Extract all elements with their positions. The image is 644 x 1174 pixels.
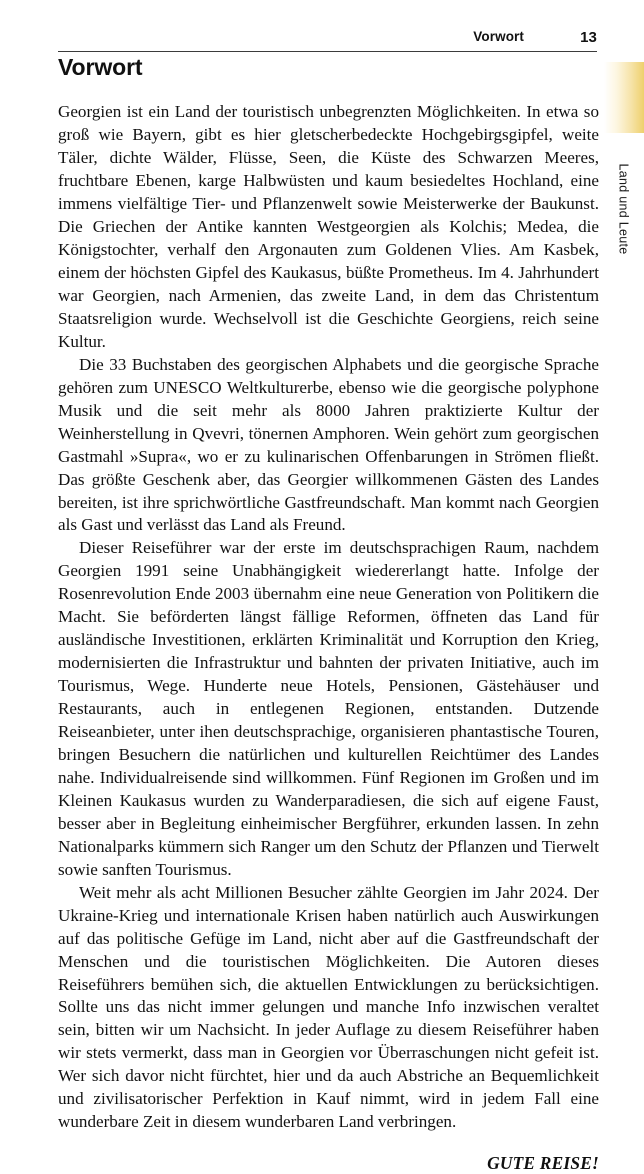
paragraph: Georgien ist ein Land der touristisch unbegrenzten Möglichkeiten. In etwa so groß wie Bayern, gibt es hier gletscherbedeckte Hochgebirgsgipfel, weite Täler, dichte Wälder, Flüsse, Seen, die Küste des Schwarzen Meeres, fruchtbare Ebenen, karge Halbwüsten und kaum besiedeltes Hochland, eine immens vielfältige Tier- und Pflanzenwelt sowie Meisterwerke der Baukunst. Die Griechen der Antike kannten Westgeorgien als Kolchis; Medea, die Königstochter, verhalf den Argonauten zum Goldenen Vlies. Am Kasbek, einem der höchsten Gipfel des Kaukasus, büßte Prometheus. Im 4. Jahrhundert war Georgien, nach Armenien, das zweite Land, in dem das Christentum Staatsreligion wurde. Wechselvoll ist die Geschichte Georgiens, reich seine Kultur. [58, 102, 599, 351]
paragraph: Die 33 Buchstaben des georgischen Alphabets und die georgische Sprache gehören zum UNESCO Weltkulturerbe, ebenso wie die georgische polyphone Musik und die seit mehr als 8000 Jahren praktizierte Kultur der Weinherstellung in Qvevri, tönernen Amphoren. Wein gehört zum georgischen Gastmahl »Supra«, wo er zu kulinarischen Offenbarungen in Strömen fließt. Das größte Geschenk aber, das Georgier willkommenen Gästen des Landes bereiten, ist ihre sprichwörtliche Gastfreundschaft. Man kommt nach Georgien als Gast und verlässt das Land als Freund. [58, 354, 599, 535]
thumb-tab-color-swatch [604, 62, 644, 133]
page-number: 13 [580, 29, 597, 46]
body-copy [58, 101, 599, 1134]
thumb-tab-label-wrapper [604, 144, 644, 290]
thumb-tab-label: Land und Leute [617, 163, 631, 255]
page-title: Vorwort [58, 54, 143, 80]
chapter-thumb-tab [604, 62, 644, 290]
running-header [58, 29, 597, 51]
running-header-chapter-title: Vorwort [473, 29, 524, 44]
closing-salutation: GUTE REISE! [487, 1153, 599, 1174]
header-rule-divider [58, 51, 597, 52]
paragraph: Dieser Reiseführer war der erste im deutschsprachigen Raum, nachdem Georgien 1991 seine Unabhängigkeit wiedererlangt hatte. Infolge der Rosenrevolution Ende 2003 übernahm eine neue Generation von Politikern die Macht. Sie beförderten längst fällige Reformen, öffneten das Land für ausländische Investitionen, erklärten Kriminalität und Korruption den Krieg, modernisierten die Infrastruktur und bahnten der privaten Initiative, auch im Tourismus, Wege. Hunderte neue Hotels, Pensionen, Gästehäuser und Restaurants, auch in entlegenen Regionen, entstanden. Dutzende Reiseanbieter, unter ihen deutschsprachige, organisieren phantastische Touren, bringen Besuchern die natürlichen und kulturellen Reichtümer des Landes nahe. Individualreisende sind willkommen. Fünf Regionen im Großen und im Kleinen Kaukasus wurden zu Wanderparadiesen, die sich auf eigene Faust, besser aber in Begleitung einheimischer Bergführer, erkunden lassen. In zehn Nationalparks kümmern sich Ranger um den Schutz der Pflanzen und Tierwelt sowie sanften Tourismus. [58, 538, 599, 879]
paragraph: Weit mehr als acht Millionen Besucher zählte Georgien im Jahr 2024. Der Ukraine-Krieg und internationale Krisen haben natürlich auch Auswirkungen auf das politische Gefüge im Land, nicht aber auf die Gastfreundschaft der Menschen und die touristischen Möglichkeiten. Die Autoren dieses Reiseführers bemühen sich, die aktuellen Entwicklungen zu berücksichtigen. Sollte uns das nicht immer gelungen und manche Info inzwischen veraltet sein, bitten wir um Nachsicht. In jeder Auflage zu diesem Reiseführer haben wir stets vermerkt, dass man in Georgien vor Überraschungen nicht gefeit ist. Wer sich davor nicht fürchtet, hier und da auch Abstriche an Bequemlichkeit und zivilisatorischer Perfektion in Kauf nimmt, wird in jedem Fall eine wunderbare Zeit in diesem wunderbaren Land verbringen. [58, 882, 599, 1132]
page-content [58, 55, 599, 1174]
